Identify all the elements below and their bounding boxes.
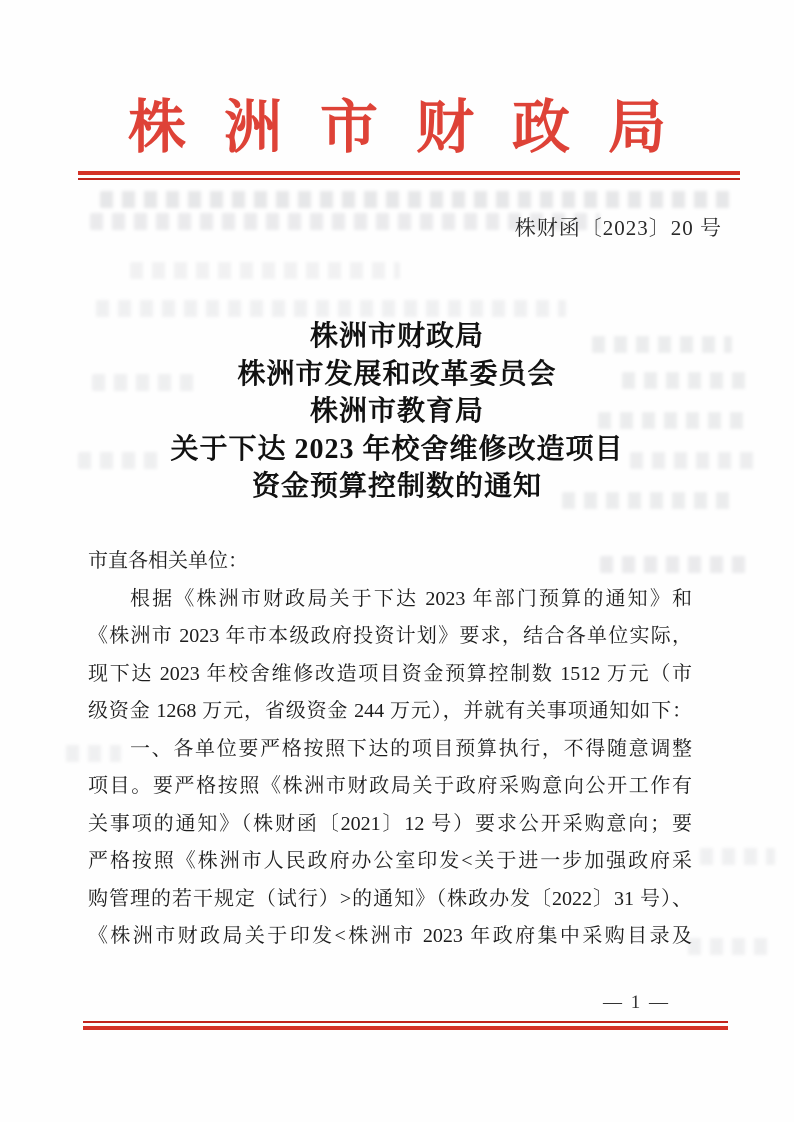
body-line: 根据《株洲市财政局关于下达 2023 年部门预算的通知》和: [130, 587, 692, 610]
letterhead-agency-name: 株洲市财政局: [127, 95, 704, 160]
title-line-2: 株洲市发展和改革委员会: [237, 358, 557, 390]
body-line: 关事项的通知》（株财函〔2021〕12 号）要求公开采购意向；要: [88, 812, 692, 835]
body-line: 严格按照《株洲市人民政府办公室印发<关于进一步加强政府采: [88, 850, 692, 872]
bleedthrough-ghost-text: [100, 191, 730, 208]
document-title: [0, 318, 794, 506]
body-line: 项目。要严格按照《株洲市财政局关于政府采购意向公开工作有: [88, 775, 692, 797]
title-line-4: 关于下达 2023 年校舍维修改造项目: [170, 433, 624, 465]
bleedthrough-ghost-text: [688, 938, 773, 955]
document-reference-number: 株财函〔2023〕20 号: [514, 216, 722, 240]
salutation-line: 市直各相关单位：: [88, 550, 248, 572]
footer-divider-line: [83, 1021, 728, 1030]
bleedthrough-ghost-text: [700, 848, 775, 865]
body-line: 《株洲市 2023 年市本级政府投资计划》要求，结合各单位实际，: [88, 625, 692, 647]
body-line: 级资金 1268 万元，省级资金 244 万元），并就有关事项通知如下：: [88, 700, 692, 722]
letterhead-divider-line: [78, 171, 740, 180]
bleedthrough-ghost-text: [96, 300, 566, 317]
title-line-5: 资金预算控制数的通知: [251, 471, 542, 502]
title-line-3: 株洲市教育局: [309, 396, 484, 427]
title-line-1: 株洲市财政局: [309, 321, 484, 352]
document-body: [88, 543, 692, 956]
rule-thick-line: [83, 1026, 728, 1030]
bleedthrough-ghost-text: [130, 262, 400, 279]
body-line: 现下达 2023 年校舍维修改造项目资金预算控制数 1512 万元（市: [88, 662, 692, 685]
body-line: 购管理的若干规定（试行）>的通知》（株政办发〔2022〕31 号）、: [88, 887, 692, 910]
body-line: 一、各单位要严格按照下达的项目预算执行，不得随意调整: [130, 737, 692, 760]
page-number: — 1 —: [603, 992, 670, 1013]
rule-thin-line: [78, 178, 740, 180]
body-line: 《株洲市财政局关于印发<株洲市 2023 年政府集中采购目录及: [88, 925, 692, 947]
